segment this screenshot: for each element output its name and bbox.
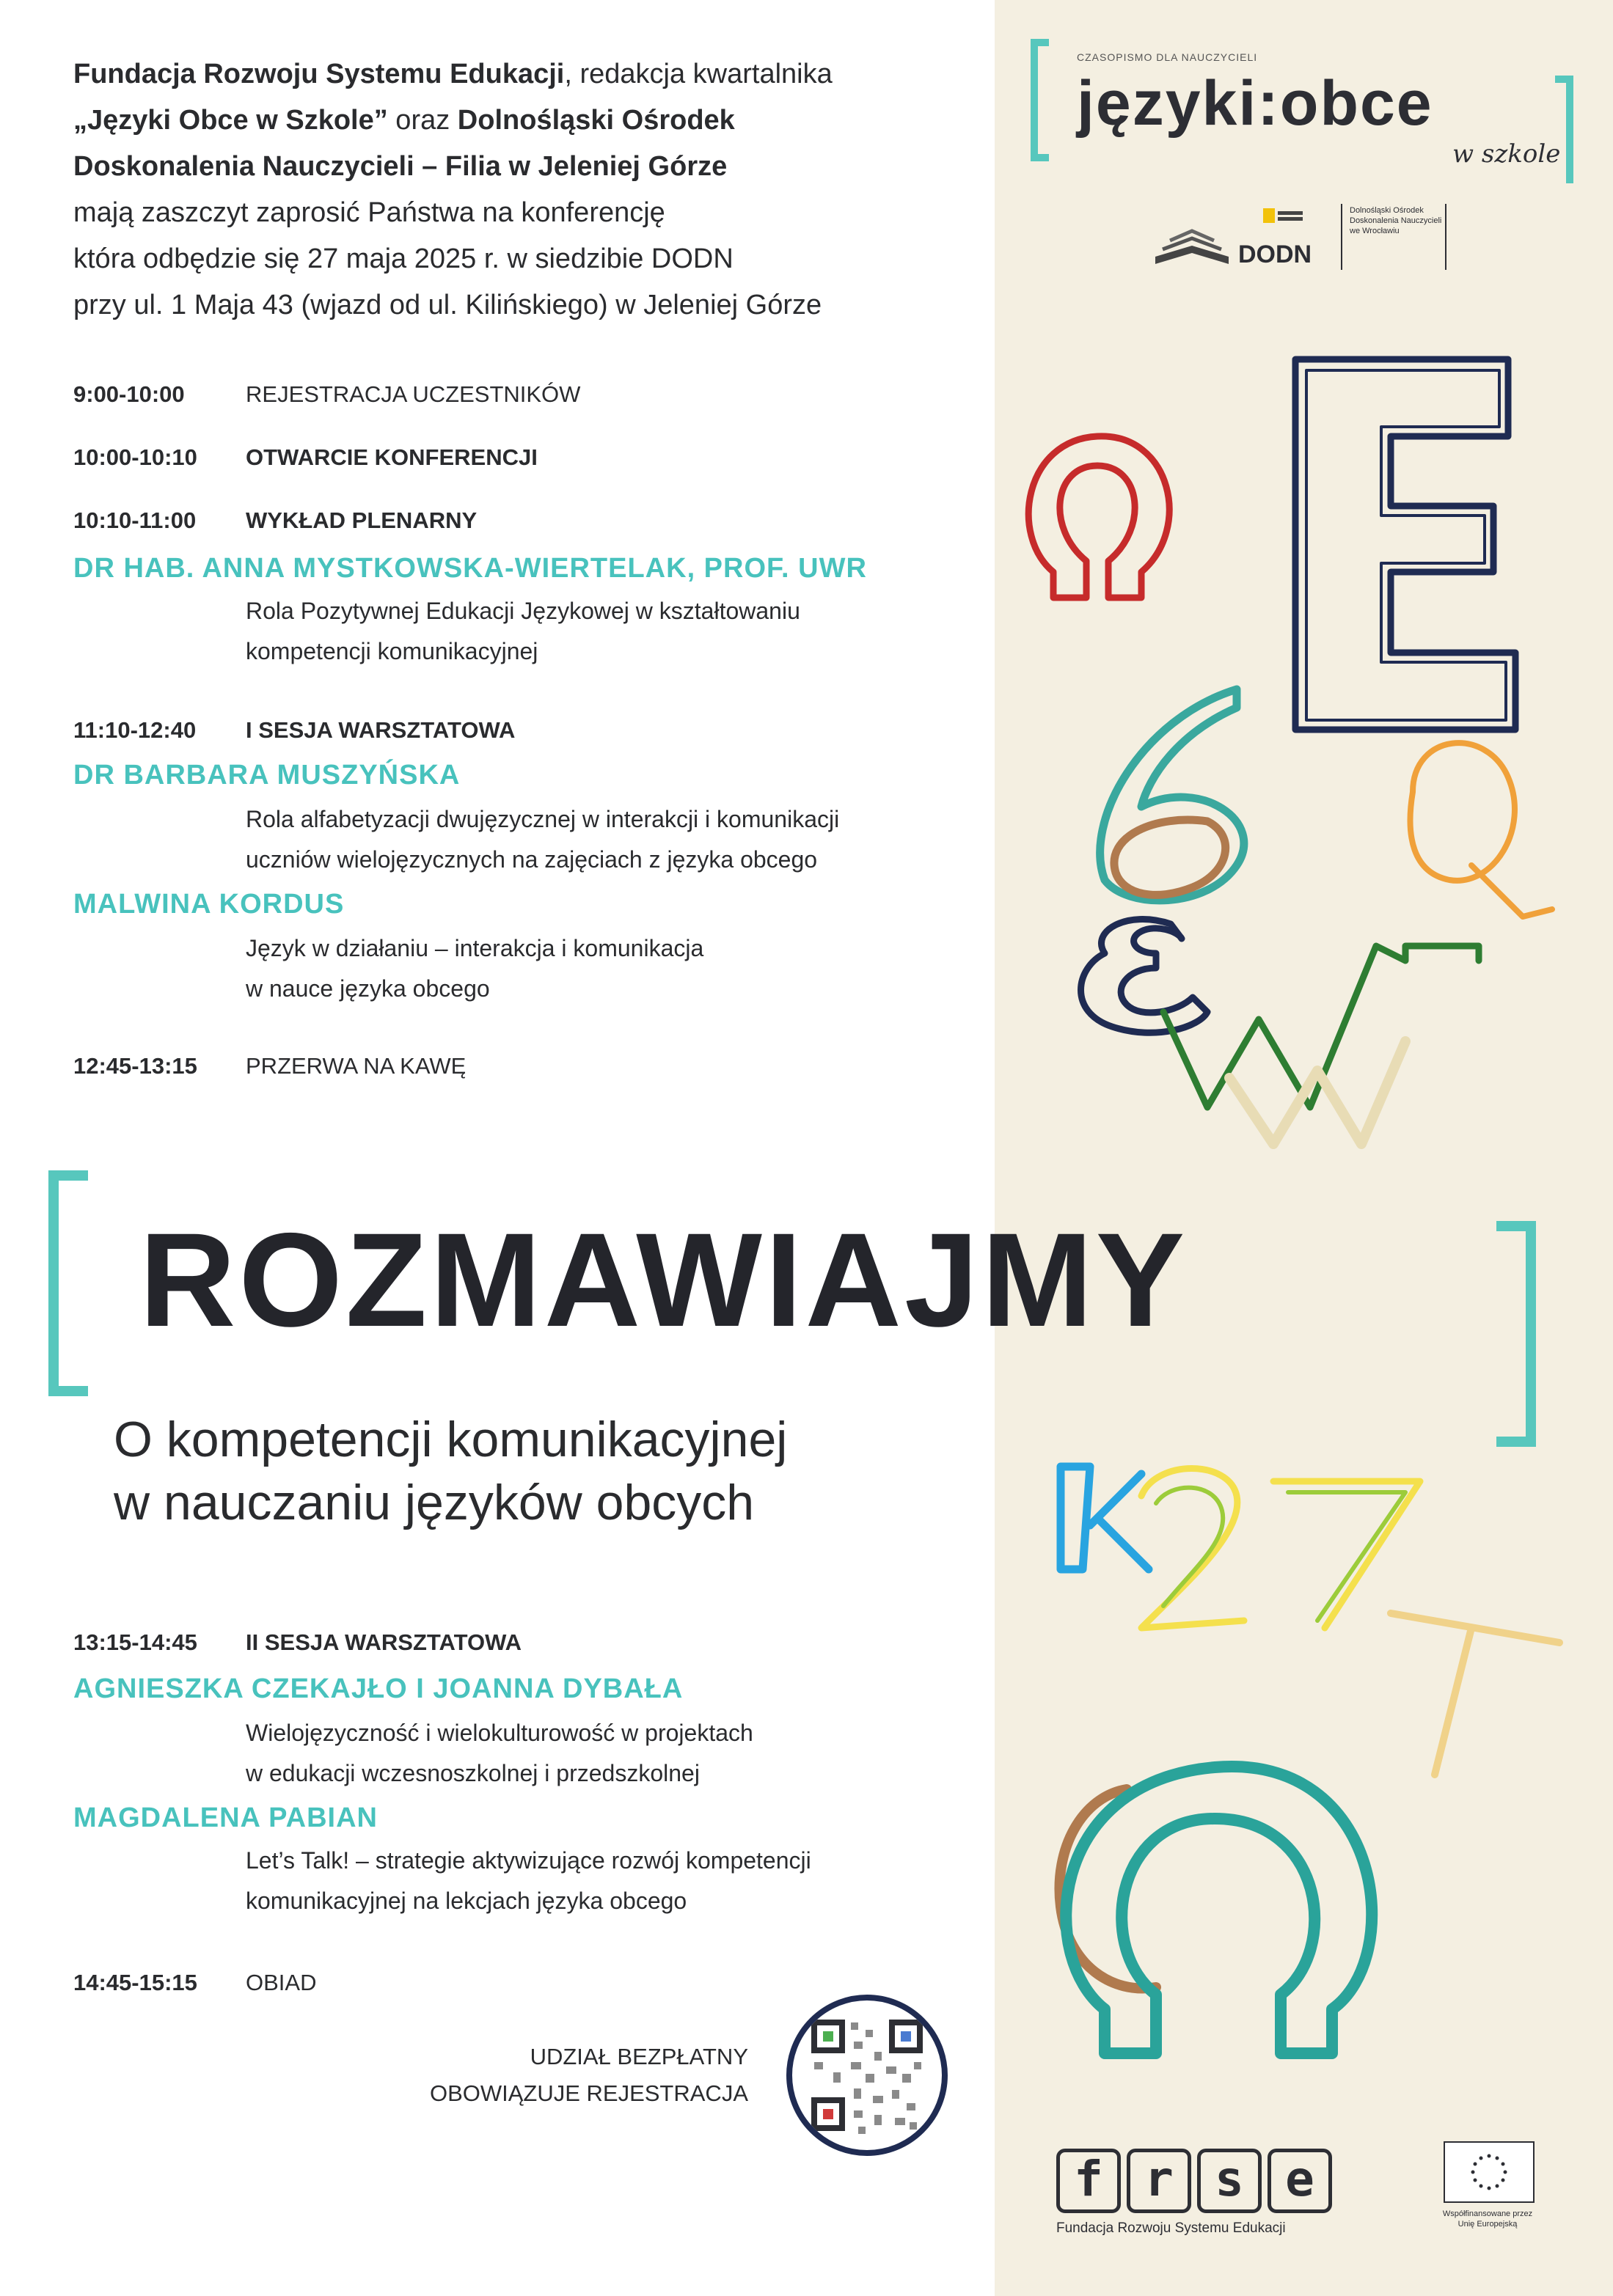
schedule-row-lunch: 14:45-15:15 OBIAD bbox=[73, 1970, 317, 1995]
dodn-logo: DODN Dolnośląski Ośrodek Doskonalenia Nauczycieli we Wrocławiu bbox=[1152, 198, 1452, 279]
letter-w bbox=[1163, 946, 1479, 1144]
letter-omega-teal bbox=[1066, 1767, 1372, 2053]
plenary-description: Rola Pozytywnej Edukacji Językowej w kształtowaniu kompetencji komunikacyjnej bbox=[246, 598, 800, 664]
letter-k-blue bbox=[1061, 1467, 1149, 1569]
session-2-description-1: Wielojęzyczność i wielokulturowość w projektach w edukacji wczesnoszkolnej i przedszkolnej bbox=[246, 1720, 753, 1786]
letter-e-outline bbox=[1295, 359, 1515, 730]
letter-q-orange bbox=[1411, 743, 1552, 917]
invitation-text: Fundacja Rozwoju Systemu Edukacji, redakcja kwartalnika „Języki Obce w Szkole” oraz Dolnośląski Ośrodek Doskonalenia Nauczycieli – Filia w Jeleniej Górze mają zaszczyt zaprosić Państwa na konferencję która odbędzie się 27 maja 2025 r. w siedzibie DODN przy ul. 1 Maja 43 (wjazd od ul. Kilińskiego) w Jeleniej Górze bbox=[73, 59, 833, 320]
qr-code-icon bbox=[792, 2000, 942, 2150]
schedule-row-session-2: 13:15-14:45 II SESJA WARSZTATOWA bbox=[73, 1629, 522, 1655]
letter-epsilon-navy bbox=[1081, 920, 1208, 1033]
session-2-speaker-1: AGNIESZKA CZEKAJŁO I JOANNA DYBAŁA bbox=[73, 1673, 684, 1704]
eu-flag-icon bbox=[1444, 2141, 1535, 2203]
plenary-speaker: DR HAB. ANNA MYSTKOWSKA-WIERTELAK, PROF. UWR bbox=[73, 553, 867, 584]
eu-logo: Współfinansowane przez Unię Europejską bbox=[1436, 2141, 1539, 2251]
title-bracket-left bbox=[48, 1170, 88, 1396]
session-1-speaker-1: DR BARBARA MUSZYŃSKA bbox=[73, 760, 461, 791]
schedule-row-registration: 9:00-10:00 REJESTRACJA UCZESTNIKÓW bbox=[73, 381, 581, 407]
conference-title: ROZMAWIAJMY bbox=[139, 1205, 1188, 1354]
session-1-description-1: Rola alfabetyzacji dwujęzycznej w interakcji i komunikacji uczniów wielojęzycznych na zajęciach z języka obcego bbox=[246, 806, 840, 873]
frse-letter-e: e bbox=[1268, 2149, 1332, 2213]
registration-note: UDZIAŁ BEZPŁATNY OBOWIĄZUJE REJESTRACJA bbox=[429, 2044, 748, 2106]
conference-subtitle: O kompetencji komunikacyjnej w nauczaniu języków obcych bbox=[114, 1412, 788, 1530]
schedule-row-opening: 10:00-10:10 OTWARCIE KONFERENCJI bbox=[73, 444, 538, 470]
book-icon bbox=[1152, 205, 1232, 271]
schedule-row-session-1: 11:10-12:40 I SESJA WARSZTATOWA bbox=[73, 717, 516, 743]
letter-six bbox=[1100, 689, 1244, 901]
jezyki-obce-logo: CZASOPISMO DLA NAUCZYCIELI języki:obce w szkole bbox=[1027, 37, 1584, 183]
session-2-speaker-2: MAGDALENA PABIAN bbox=[73, 1802, 378, 1833]
decorative-letters bbox=[995, 308, 1613, 2141]
session-2-description-2: Let’s Talk! – strategie aktywizujące rozwój kompetencji komunikacyjnej na lekcjach języka obcego bbox=[246, 1847, 811, 1914]
frse-letter-r: r bbox=[1127, 2149, 1191, 2213]
schedule-row-plenary: 10:10-11:00 WYKŁAD PLENARNY bbox=[73, 507, 478, 533]
registration-qr-code[interactable] bbox=[786, 1995, 948, 2156]
session-1-speaker-2: MALWINA KORDUS bbox=[73, 889, 345, 920]
session-1-description-2: Język w działaniu – interakcja i komunikacja w nauce języka obcego bbox=[246, 935, 704, 1002]
letter-t-cream bbox=[1391, 1613, 1559, 1775]
frse-letter-f: f bbox=[1056, 2149, 1121, 2213]
number-27 bbox=[1141, 1469, 1420, 1629]
letter-omega-red bbox=[1028, 436, 1169, 598]
schedule-row-break: 12:45-13:15 PRZERWA NA KAWĘ bbox=[73, 1053, 467, 1079]
frse-letter-s: s bbox=[1197, 2149, 1262, 2213]
coat-of-arms-icon bbox=[1262, 205, 1306, 235]
frse-logo: f r s e Fundacja Rozwoju Systemu Edukacji bbox=[1056, 2149, 1342, 2251]
